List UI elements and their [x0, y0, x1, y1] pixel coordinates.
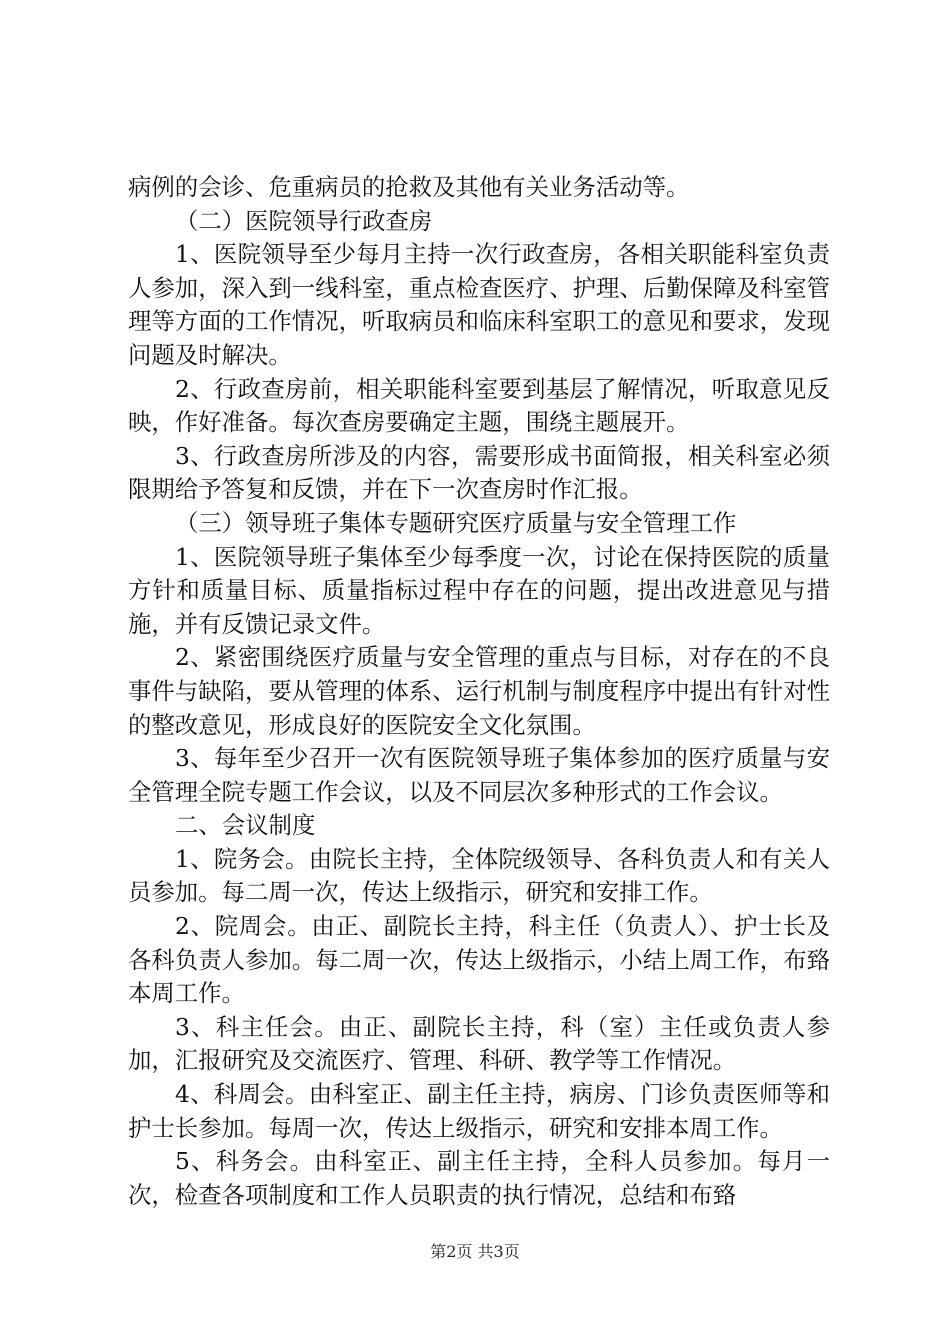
section-heading-meeting-system: 二、会议制度 [175, 811, 316, 840]
paragraph: 4、科周会。由科室正、副主任主持，病房、门诊负责医师等和护士长参加。每周一次，传达上级指示，研究和安排本周工作。 [128, 1080, 830, 1142]
section-heading-leadership-review: （三）领导班子集体专题研究医疗质量与安全管理工作 [175, 508, 737, 537]
document-body [128, 171, 830, 1212]
paragraph: 1、医院领导至少每月主持一次行政查房，各相关职能科室负责人参加，深入到一线科室，重点检查医疗、护理、后勤保障及科室管理等方面的工作情况，听取病员和临床科室职工的意见和要求，发现问题及时解决。 [128, 240, 830, 369]
paragraph: 2、紧密围绕医疗质量与安全管理的重点与目标，对存在的不良事件与缺陷，要从管理的体系、运行机制与制度程序中提出有针对性的整改意见，形成良好的医院安全文化氛围。 [128, 643, 830, 739]
section-heading-admin-rounds: （二）医院领导行政查房 [175, 206, 433, 235]
paragraph: 3、行政查房所涉及的内容，需要形成书面简报，相关科室必须限期给予答复和反馈，并在下一次查房时作汇报。 [128, 441, 830, 504]
paragraph: 3、科主任会。由正、副院长主持，科（室）主任或负责人参加，汇报研究及交流医疗、管理、科研、教学等工作情况。 [128, 1012, 830, 1075]
page-footer [0, 1242, 950, 1262]
paragraph: 2、行政查房前，相关职能科室要到基层了解情况，听取意见反映，作好准备。每次查房要确定主题，围绕主题展开。 [128, 374, 830, 437]
paragraph: 5、科务会。由科室正、副主任主持，全科人员参加。每月一次，检查各项制度和工作人员职责的执行情况，总结和布臵 [128, 1147, 830, 1209]
paragraph: 1、医院领导班子集体至少每季度一次，讨论在保持医院的质量方针和质量目标、质量指标过程中存在的问题，提出改进意见与措施，并有反馈记录文件。 [128, 542, 830, 638]
paragraph: 3、每年至少召开一次有医院领导班子集体参加的医疗质量与安全管理全院专题工作会议，以及不同层次多种形式的工作会议。 [128, 744, 830, 806]
page-number-label: 第2页 共3页 [430, 1242, 520, 1261]
paragraph-continuation: 病例的会诊、危重病员的抢救及其他有关业务活动等。 [128, 173, 690, 201]
paragraph: 2、院周会。由正、副院长主持，科主任（负责人）、护士长及各科负责人参加。每二周一次，传达上级指示，小结上周工作，布臵本周工作。 [128, 912, 830, 1008]
paragraph: 1、院务会。由院长主持，全体院级领导、各科负责人和有关人员参加。每二周一次，传达上级指示，研究和安排工作。 [128, 844, 830, 907]
